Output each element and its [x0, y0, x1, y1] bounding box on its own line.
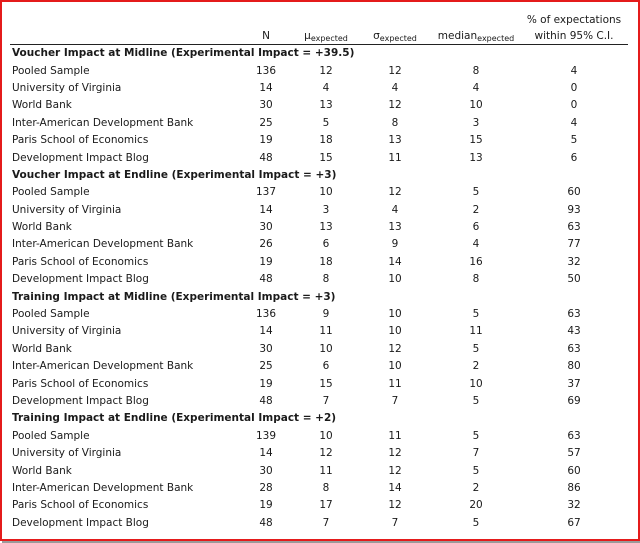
cell-label: Pooled Sample: [12, 186, 90, 199]
cell-median: 4: [472, 238, 480, 251]
cell-sigma: 14: [388, 255, 402, 268]
table-row: [10, 219, 628, 236]
cell-n: 25: [259, 116, 273, 129]
cell-sigma: 10: [388, 325, 402, 338]
cell-mu: 4: [322, 81, 330, 94]
header-label-blank: [10, 10, 238, 45]
cell-label: Inter-American Development Bank: [12, 238, 194, 251]
cell-mu: 7: [322, 516, 330, 529]
section-title: Voucher Impact at Endline (Experimental Impact = +3): [12, 168, 337, 181]
cell-pct: 57: [567, 447, 581, 460]
cell-mu: 3: [322, 203, 330, 216]
header-median-expected: medianexpected: [437, 30, 515, 43]
cell-sigma: 4: [391, 203, 399, 216]
section-header-row: [10, 45, 628, 63]
cell-median: 10: [469, 377, 483, 390]
cell-sigma: 4: [391, 81, 399, 94]
cell-sigma: 12: [388, 64, 402, 77]
cell-pct: 63: [567, 308, 581, 321]
table-row: [10, 306, 628, 323]
table-row: [10, 462, 628, 479]
cell-sigma: 7: [391, 516, 399, 529]
table-row: [10, 132, 628, 149]
cell-label: Development Impact Blog: [12, 516, 149, 529]
cell-n: 30: [259, 464, 273, 477]
cell-mu: 8: [322, 273, 330, 286]
cell-n: 14: [259, 325, 273, 338]
cell-sigma: 13: [388, 221, 402, 234]
cell-mu: 15: [319, 151, 333, 164]
cell-n: 19: [259, 255, 273, 268]
cell-n: 25: [259, 360, 273, 373]
cell-label: Pooled Sample: [12, 64, 90, 77]
cell-mu: 13: [319, 99, 333, 112]
cell-median: 5: [472, 186, 480, 199]
expectations-table: [10, 10, 628, 532]
cell-median: 5: [472, 429, 480, 442]
cell-sigma: 12: [388, 342, 402, 355]
cell-pct: 0: [570, 81, 578, 94]
header-sigma-expected: σexpected: [373, 30, 417, 43]
cell-median: 5: [472, 308, 480, 321]
cell-median: 5: [472, 395, 480, 407]
cell-pct: 63: [567, 342, 581, 355]
cell-median: 10: [469, 99, 483, 112]
cell-mu: 9: [322, 308, 330, 321]
cell-pct: 69: [567, 395, 581, 407]
cell-n: 48: [259, 516, 273, 529]
cell-pct: 37: [567, 377, 581, 390]
cell-pct: 32: [567, 255, 581, 268]
cell-mu: 8: [322, 481, 330, 494]
cell-n: 19: [259, 134, 273, 147]
cell-mu: 13: [319, 221, 333, 234]
cell-pct: 50: [567, 273, 581, 286]
cell-median: 2: [472, 203, 480, 216]
cell-sigma: 11: [388, 429, 402, 442]
cell-sigma: 12: [388, 447, 402, 460]
table-row: [10, 254, 628, 271]
cell-label: World Bank: [12, 464, 72, 477]
cell-mu: 6: [322, 360, 330, 373]
header-row: [10, 10, 628, 45]
cell-n: 14: [259, 447, 273, 460]
cell-pct: 4: [570, 64, 578, 77]
cell-label: Development Impact Blog: [12, 395, 149, 407]
section-header-row: [10, 410, 628, 427]
cell-mu: 15: [319, 377, 333, 390]
cell-n: 28: [259, 481, 273, 494]
cell-mu: 11: [319, 464, 333, 477]
cell-median: 2: [472, 360, 480, 373]
cell-pct: 67: [567, 516, 581, 529]
cell-pct: 4: [570, 116, 578, 129]
cell-median: 13: [469, 151, 483, 164]
cell-pct: 80: [567, 360, 581, 373]
table-row: [10, 480, 628, 497]
cell-label: Pooled Sample: [12, 429, 90, 442]
cell-sigma: 13: [388, 134, 402, 147]
cell-label: Paris School of Economics: [12, 255, 149, 268]
cell-median: 5: [472, 464, 480, 477]
table-row: [10, 375, 628, 392]
cell-mu: 6: [322, 238, 330, 251]
cell-mu: 7: [322, 395, 330, 407]
cell-sigma: 11: [388, 377, 402, 390]
cell-mu: 10: [319, 342, 333, 355]
cell-n: 19: [259, 499, 273, 512]
cell-label: World Bank: [12, 99, 72, 112]
cell-mu: 5: [322, 116, 330, 129]
table-row: [10, 323, 628, 340]
table-row: [10, 97, 628, 114]
cell-sigma: 12: [388, 99, 402, 112]
cell-sigma: 10: [388, 273, 402, 286]
header-mu-expected: μexpected: [304, 30, 348, 43]
cell-label: Inter-American Development Bank: [12, 481, 194, 494]
cell-median: 6: [472, 221, 480, 234]
cell-label: Pooled Sample: [12, 308, 90, 321]
cell-sigma: 11: [388, 151, 402, 164]
cell-n: 30: [259, 342, 273, 355]
cell-mu: 12: [319, 64, 333, 77]
cell-sigma: 12: [388, 464, 402, 477]
cell-pct: 32: [567, 499, 581, 512]
cell-median: 15: [469, 134, 483, 147]
cell-pct: 60: [567, 186, 581, 199]
cell-sigma: 12: [388, 186, 402, 199]
cell-pct: 5: [570, 134, 578, 147]
cell-pct: 0: [570, 99, 578, 112]
cell-pct: 77: [567, 238, 581, 251]
cell-sigma: 7: [391, 395, 399, 407]
cell-pct: 43: [567, 325, 581, 338]
cell-sigma: 10: [388, 308, 402, 321]
section-header-row: [10, 288, 628, 305]
cell-pct: 86: [567, 481, 581, 494]
cell-pct: 93: [567, 203, 581, 216]
cell-n: 137: [255, 186, 277, 199]
table-row: [10, 62, 628, 79]
cell-label: Development Impact Blog: [12, 273, 149, 286]
table-row: [10, 515, 628, 532]
cell-median: 5: [472, 342, 480, 355]
cell-sigma: 14: [388, 481, 402, 494]
cell-label: Paris School of Economics: [12, 377, 149, 390]
table-row: [10, 271, 628, 288]
cell-pct: 63: [567, 429, 581, 442]
cell-n: 48: [259, 273, 273, 286]
cell-label: Paris School of Economics: [12, 134, 149, 147]
cell-pct: 60: [567, 464, 581, 477]
cell-n: 19: [259, 377, 273, 390]
cell-median: 20: [469, 499, 483, 512]
section-header-row: [10, 167, 628, 184]
cell-label: Development Impact Blog: [12, 151, 149, 164]
table-row: [10, 428, 628, 445]
table-body: [10, 45, 628, 532]
cell-label: World Bank: [12, 342, 72, 355]
cell-mu: 12: [319, 447, 333, 460]
table-row: [10, 202, 628, 219]
cell-label: University of Virginia: [12, 325, 122, 338]
table-row: [10, 341, 628, 358]
cell-n: 139: [255, 429, 277, 442]
cell-sigma: 10: [388, 360, 402, 373]
cell-pct: 6: [570, 151, 578, 164]
cell-median: 8: [472, 64, 480, 77]
cell-sigma: 12: [388, 499, 402, 512]
cell-label: University of Virginia: [12, 203, 122, 216]
table-row: [10, 80, 628, 97]
cell-n: 48: [259, 395, 273, 407]
table-row: [10, 115, 628, 132]
cell-mu: 18: [319, 134, 333, 147]
table-row: [10, 497, 628, 514]
cell-median: 3: [472, 116, 480, 129]
header-n: N: [262, 30, 270, 42]
cell-sigma: 8: [391, 116, 399, 129]
cell-mu: 11: [319, 325, 333, 338]
table-row: [10, 358, 628, 375]
cell-label: Inter-American Development Bank: [12, 360, 194, 373]
table-row: [10, 393, 628, 410]
cell-n: 14: [259, 81, 273, 94]
cell-median: 4: [472, 81, 480, 94]
cell-n: 30: [259, 221, 273, 234]
cell-mu: 10: [319, 429, 333, 442]
cell-median: 11: [469, 325, 483, 338]
cell-n: 136: [255, 64, 277, 77]
table-row: [10, 236, 628, 253]
cell-n: 30: [259, 99, 273, 112]
section-title: Training Impact at Midline (Experimental Impact = +3): [12, 290, 336, 303]
table-row: [10, 149, 628, 166]
cell-median: 8: [472, 273, 480, 286]
cell-label: University of Virginia: [12, 447, 122, 460]
cell-label: University of Virginia: [12, 81, 122, 94]
cell-label: Inter-American Development Bank: [12, 116, 194, 129]
cell-mu: 10: [319, 186, 333, 199]
cell-sigma: 9: [391, 238, 399, 251]
cell-n: 26: [259, 238, 273, 251]
cell-n: 48: [259, 151, 273, 164]
table-row: [10, 184, 628, 201]
cell-pct: 63: [567, 221, 581, 234]
cell-label: Paris School of Economics: [12, 499, 149, 512]
header-pct-within-ci: % of expectations within 95% C.I.: [526, 14, 622, 42]
cell-n: 14: [259, 203, 273, 216]
section-title: Voucher Impact at Midline (Experimental Impact = +39.5): [12, 47, 355, 60]
cell-n: 136: [255, 308, 277, 321]
cell-mu: 18: [319, 255, 333, 268]
cell-median: 2: [472, 481, 480, 494]
cell-median: 16: [469, 255, 483, 268]
table-row: [10, 445, 628, 462]
section-title: Training Impact at Endline (Experimental Impact = +2): [12, 412, 337, 425]
cell-median: 5: [472, 516, 480, 529]
cell-mu: 17: [319, 499, 333, 512]
cell-median: 7: [472, 447, 480, 460]
cell-label: World Bank: [12, 221, 72, 234]
